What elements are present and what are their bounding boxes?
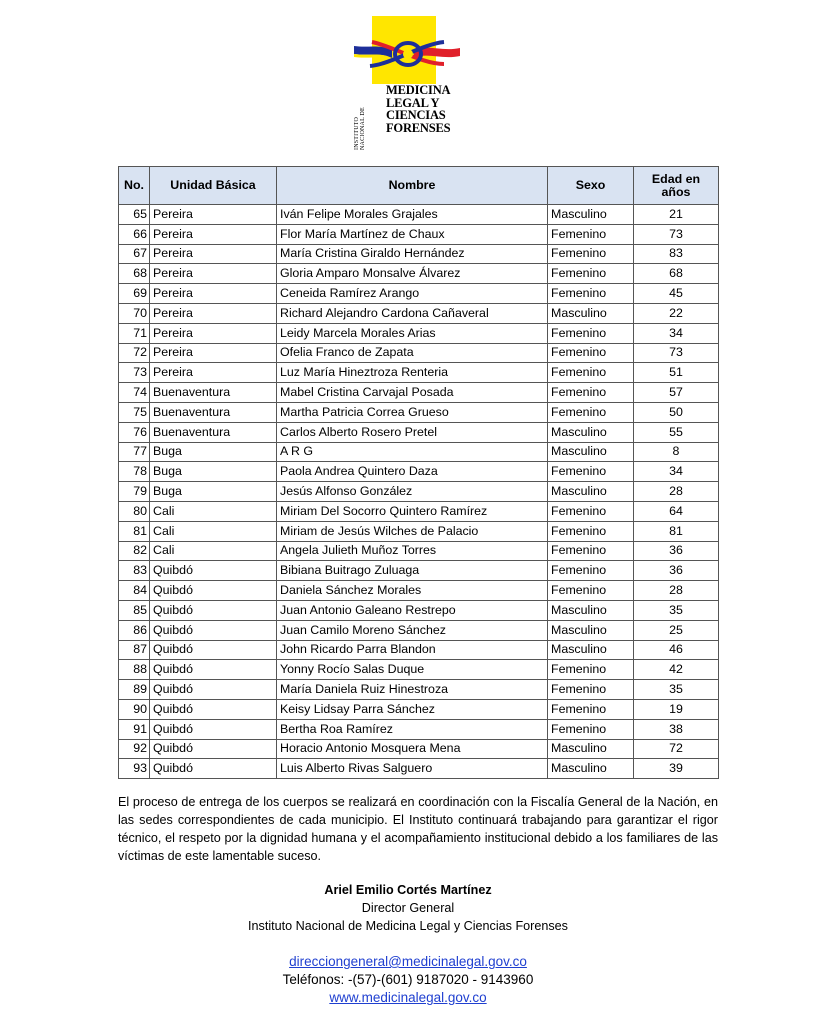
cell-no: 82 xyxy=(119,541,150,561)
cell-sex: Femenino xyxy=(548,541,634,561)
cell-sex: Femenino xyxy=(548,462,634,482)
signer-org: Instituto Nacional de Medicina Legal y Ciencias Forenses xyxy=(248,919,568,933)
table-row xyxy=(119,501,719,521)
cell-unit: Quibdó xyxy=(150,620,277,640)
cell-name: Miriam de Jesús Wilches de Palacio xyxy=(277,521,548,541)
cell-unit: Buga xyxy=(150,442,277,462)
cell-sex: Masculino xyxy=(548,739,634,759)
cell-no: 90 xyxy=(119,699,150,719)
cell-name: Horacio Antonio Mosquera Mena xyxy=(277,739,548,759)
institute-logo xyxy=(352,16,462,150)
cell-age: 68 xyxy=(634,264,719,284)
cell-sex: Masculino xyxy=(548,600,634,620)
cell-age: 73 xyxy=(634,343,719,363)
header-sex: Sexo xyxy=(548,167,634,205)
table-row xyxy=(119,561,719,581)
cell-age: 73 xyxy=(634,224,719,244)
cell-age: 46 xyxy=(634,640,719,660)
cell-unit: Quibdó xyxy=(150,600,277,620)
cell-sex: Femenino xyxy=(548,680,634,700)
cell-sex: Femenino xyxy=(548,224,634,244)
cell-name: Luis Alberto Rivas Salguero xyxy=(277,759,548,779)
header-unit: Unidad Básica xyxy=(150,167,277,205)
header-age-line2: años xyxy=(661,184,691,199)
cell-unit: Pereira xyxy=(150,303,277,323)
table-row xyxy=(119,402,719,422)
cell-unit: Buenaventura xyxy=(150,422,277,442)
logo-line: FORENSES xyxy=(386,120,451,135)
table-row xyxy=(119,442,719,462)
table-row xyxy=(119,482,719,502)
cell-unit: Pereira xyxy=(150,323,277,343)
header-age-line1: Edad en xyxy=(651,171,701,186)
cell-unit: Buenaventura xyxy=(150,383,277,403)
cell-sex: Femenino xyxy=(548,521,634,541)
cell-unit: Buga xyxy=(150,482,277,502)
cell-unit: Quibdó xyxy=(150,699,277,719)
cell-unit: Pereira xyxy=(150,264,277,284)
cell-name: Luz María Hineztroza Renteria xyxy=(277,363,548,383)
cell-sex: Masculino xyxy=(548,205,634,225)
cell-unit: Pereira xyxy=(150,343,277,363)
cell-unit: Quibdó xyxy=(150,739,277,759)
cell-no: 88 xyxy=(119,660,150,680)
cell-name: Mabel Cristina Carvajal Posada xyxy=(277,383,548,403)
cell-no: 89 xyxy=(119,680,150,700)
table-row xyxy=(119,620,719,640)
cell-name: Iván Felipe Morales Grajales xyxy=(277,205,548,225)
cell-age: 42 xyxy=(634,660,719,680)
cell-no: 67 xyxy=(119,244,150,264)
cell-age: 36 xyxy=(634,561,719,581)
table-row xyxy=(119,739,719,759)
cell-sex: Femenino xyxy=(548,402,634,422)
cell-no: 91 xyxy=(119,719,150,739)
cell-unit: Pereira xyxy=(150,244,277,264)
cell-sex: Masculino xyxy=(548,422,634,442)
cell-age: 22 xyxy=(634,303,719,323)
cell-name: A R G xyxy=(277,442,548,462)
delivery-paragraph: El proceso de entrega de los cuerpos se realizará en coordinación con la Fiscalía General de la Nación, en las sedes correspondientes de cada municipio. El Instituto continuará trabajando para garantizar el rigor técnico, el respeto por la dignidad humana y el acompañamiento institucional debido a los familiares de las víctimas de este lamentable suceso. xyxy=(118,795,718,863)
logo-eye-icon xyxy=(352,38,462,72)
cell-no: 71 xyxy=(119,323,150,343)
cell-name: María Daniela Ruiz Hinestroza xyxy=(277,680,548,700)
table-row xyxy=(119,521,719,541)
cell-unit: Cali xyxy=(150,541,277,561)
cell-no: 75 xyxy=(119,402,150,422)
cell-name: Leidy Marcela Morales Arias xyxy=(277,323,548,343)
cell-no: 78 xyxy=(119,462,150,482)
cell-no: 85 xyxy=(119,600,150,620)
cell-name: Ceneida Ramírez Arango xyxy=(277,284,548,304)
cell-age: 57 xyxy=(634,383,719,403)
logo-vertical-text: INSTITUTO NACIONAL DE xyxy=(354,107,366,150)
cell-unit: Pereira xyxy=(150,363,277,383)
cell-no: 77 xyxy=(119,442,150,462)
table-row xyxy=(119,680,719,700)
cell-name: Bertha Roa Ramírez xyxy=(277,719,548,739)
cell-no: 73 xyxy=(119,363,150,383)
table-row xyxy=(119,462,719,482)
table-header-row xyxy=(119,167,719,205)
cell-age: 55 xyxy=(634,422,719,442)
cell-no: 92 xyxy=(119,739,150,759)
header-age xyxy=(634,167,719,205)
table-row xyxy=(119,719,719,739)
cell-name: Flor María Martínez de Chaux xyxy=(277,224,548,244)
cell-age: 35 xyxy=(634,600,719,620)
cell-no: 83 xyxy=(119,561,150,581)
cell-unit: Quibdó xyxy=(150,660,277,680)
logo-line: LEGAL Y xyxy=(386,95,440,110)
cell-age: 21 xyxy=(634,205,719,225)
signer-title: Director General xyxy=(361,901,455,915)
cell-sex: Masculino xyxy=(548,442,634,462)
table-row xyxy=(119,323,719,343)
cell-no: 80 xyxy=(119,501,150,521)
cell-sex: Femenino xyxy=(548,264,634,284)
cell-no: 93 xyxy=(119,759,150,779)
cell-sex: Femenino xyxy=(548,561,634,581)
cell-age: 83 xyxy=(634,244,719,264)
cell-sex: Femenino xyxy=(548,719,634,739)
table-row xyxy=(119,640,719,660)
cell-no: 70 xyxy=(119,303,150,323)
header-no: No. xyxy=(119,167,150,205)
victims-table xyxy=(118,166,719,779)
cell-no: 69 xyxy=(119,284,150,304)
website-link[interactable]: www.medicinalegal.gov.co xyxy=(329,990,487,1005)
cell-name: Jesús Alfonso González xyxy=(277,482,548,502)
cell-name: John Ricardo Parra Blandon xyxy=(277,640,548,660)
cell-name: Miriam Del Socorro Quintero Ramírez xyxy=(277,501,548,521)
cell-sex: Femenino xyxy=(548,323,634,343)
cell-sex: Femenino xyxy=(548,284,634,304)
cell-name: Juan Camilo Moreno Sánchez xyxy=(277,620,548,640)
cell-age: 50 xyxy=(634,402,719,422)
cell-no: 81 xyxy=(119,521,150,541)
cell-unit: Quibdó xyxy=(150,561,277,581)
table-row xyxy=(119,264,719,284)
cell-sex: Masculino xyxy=(548,620,634,640)
table-row xyxy=(119,422,719,442)
cell-sex: Femenino xyxy=(548,244,634,264)
contact-block xyxy=(118,953,698,1007)
cell-age: 36 xyxy=(634,541,719,561)
cell-age: 81 xyxy=(634,521,719,541)
cell-sex: Masculino xyxy=(548,303,634,323)
table-row xyxy=(119,244,719,264)
cell-sex: Femenino xyxy=(548,343,634,363)
cell-sex: Femenino xyxy=(548,501,634,521)
table-row xyxy=(119,541,719,561)
phones-text: Teléfonos: -(57)-(601) 9187020 - 9143960 xyxy=(282,972,534,987)
cell-no: 79 xyxy=(119,482,150,502)
cell-unit: Cali xyxy=(150,501,277,521)
cell-unit: Pereira xyxy=(150,284,277,304)
cell-age: 38 xyxy=(634,719,719,739)
table-row xyxy=(119,303,719,323)
cell-no: 72 xyxy=(119,343,150,363)
cell-name: Yonny Rocío Salas Duque xyxy=(277,660,548,680)
cell-no: 84 xyxy=(119,581,150,601)
cell-age: 28 xyxy=(634,482,719,502)
cell-unit: Pereira xyxy=(150,205,277,225)
cell-name: Juan Antonio Galeano Restrepo xyxy=(277,600,548,620)
table-row xyxy=(119,660,719,680)
cell-age: 34 xyxy=(634,323,719,343)
signature-block xyxy=(118,881,698,935)
cell-unit: Quibdó xyxy=(150,581,277,601)
table-row xyxy=(119,600,719,620)
cell-name: Paola Andrea Quintero Daza xyxy=(277,462,548,482)
logo-line: MEDICINA xyxy=(386,83,451,97)
cell-age: 64 xyxy=(634,501,719,521)
cell-age: 28 xyxy=(634,581,719,601)
cell-sex: Masculino xyxy=(548,640,634,660)
logo-line: CIENCIAS xyxy=(386,108,446,122)
cell-age: 8 xyxy=(634,442,719,462)
cell-no: 74 xyxy=(119,383,150,403)
cell-name: Bibiana Buitrago Zuluaga xyxy=(277,561,548,581)
cell-no: 65 xyxy=(119,205,150,225)
cell-age: 25 xyxy=(634,620,719,640)
cell-unit: Buenaventura xyxy=(150,402,277,422)
table-row xyxy=(119,383,719,403)
cell-age: 35 xyxy=(634,680,719,700)
cell-no: 68 xyxy=(119,264,150,284)
cell-age: 39 xyxy=(634,759,719,779)
cell-unit: Pereira xyxy=(150,224,277,244)
cell-name: Martha Patricia Correa Grueso xyxy=(277,402,548,422)
table-row xyxy=(119,581,719,601)
cell-sex: Masculino xyxy=(548,759,634,779)
cell-no: 87 xyxy=(119,640,150,660)
cell-name: Ofelia Franco de Zapata xyxy=(277,343,548,363)
cell-age: 19 xyxy=(634,699,719,719)
cell-no: 76 xyxy=(119,422,150,442)
cell-name: María Cristina Giraldo Hernández xyxy=(277,244,548,264)
table-row xyxy=(119,343,719,363)
signer-name: Ariel Emilio Cortés Martínez xyxy=(324,883,492,897)
cell-no: 86 xyxy=(119,620,150,640)
cell-unit: Buga xyxy=(150,462,277,482)
cell-age: 51 xyxy=(634,363,719,383)
cell-unit: Quibdó xyxy=(150,640,277,660)
table-row xyxy=(119,363,719,383)
email-link[interactable]: direcciongeneral@medicinalegal.gov.co xyxy=(289,954,527,969)
cell-name: Keisy Lidsay Parra Sánchez xyxy=(277,699,548,719)
cell-unit: Quibdó xyxy=(150,680,277,700)
cell-name: Richard Alejandro Cardona Cañaveral xyxy=(277,303,548,323)
cell-age: 45 xyxy=(634,284,719,304)
cell-sex: Femenino xyxy=(548,660,634,680)
cell-sex: Femenino xyxy=(548,383,634,403)
cell-unit: Quibdó xyxy=(150,719,277,739)
cell-age: 34 xyxy=(634,462,719,482)
table-row xyxy=(119,284,719,304)
logo-wordmark xyxy=(386,84,450,134)
cell-name: Carlos Alberto Rosero Pretel xyxy=(277,422,548,442)
cell-name: Daniela Sánchez Morales xyxy=(277,581,548,601)
cell-name: Gloria Amparo Monsalve Álvarez xyxy=(277,264,548,284)
table-row xyxy=(119,224,719,244)
cell-sex: Femenino xyxy=(548,581,634,601)
cell-sex: Femenino xyxy=(548,699,634,719)
table-row xyxy=(119,699,719,719)
cell-unit: Quibdó xyxy=(150,759,277,779)
header-name: Nombre xyxy=(277,167,548,205)
cell-no: 66 xyxy=(119,224,150,244)
table-row xyxy=(119,205,719,225)
cell-unit: Cali xyxy=(150,521,277,541)
cell-sex: Femenino xyxy=(548,363,634,383)
cell-age: 72 xyxy=(634,739,719,759)
cell-sex: Masculino xyxy=(548,482,634,502)
cell-name: Angela Julieth Muñoz Torres xyxy=(277,541,548,561)
table-row xyxy=(119,759,719,779)
